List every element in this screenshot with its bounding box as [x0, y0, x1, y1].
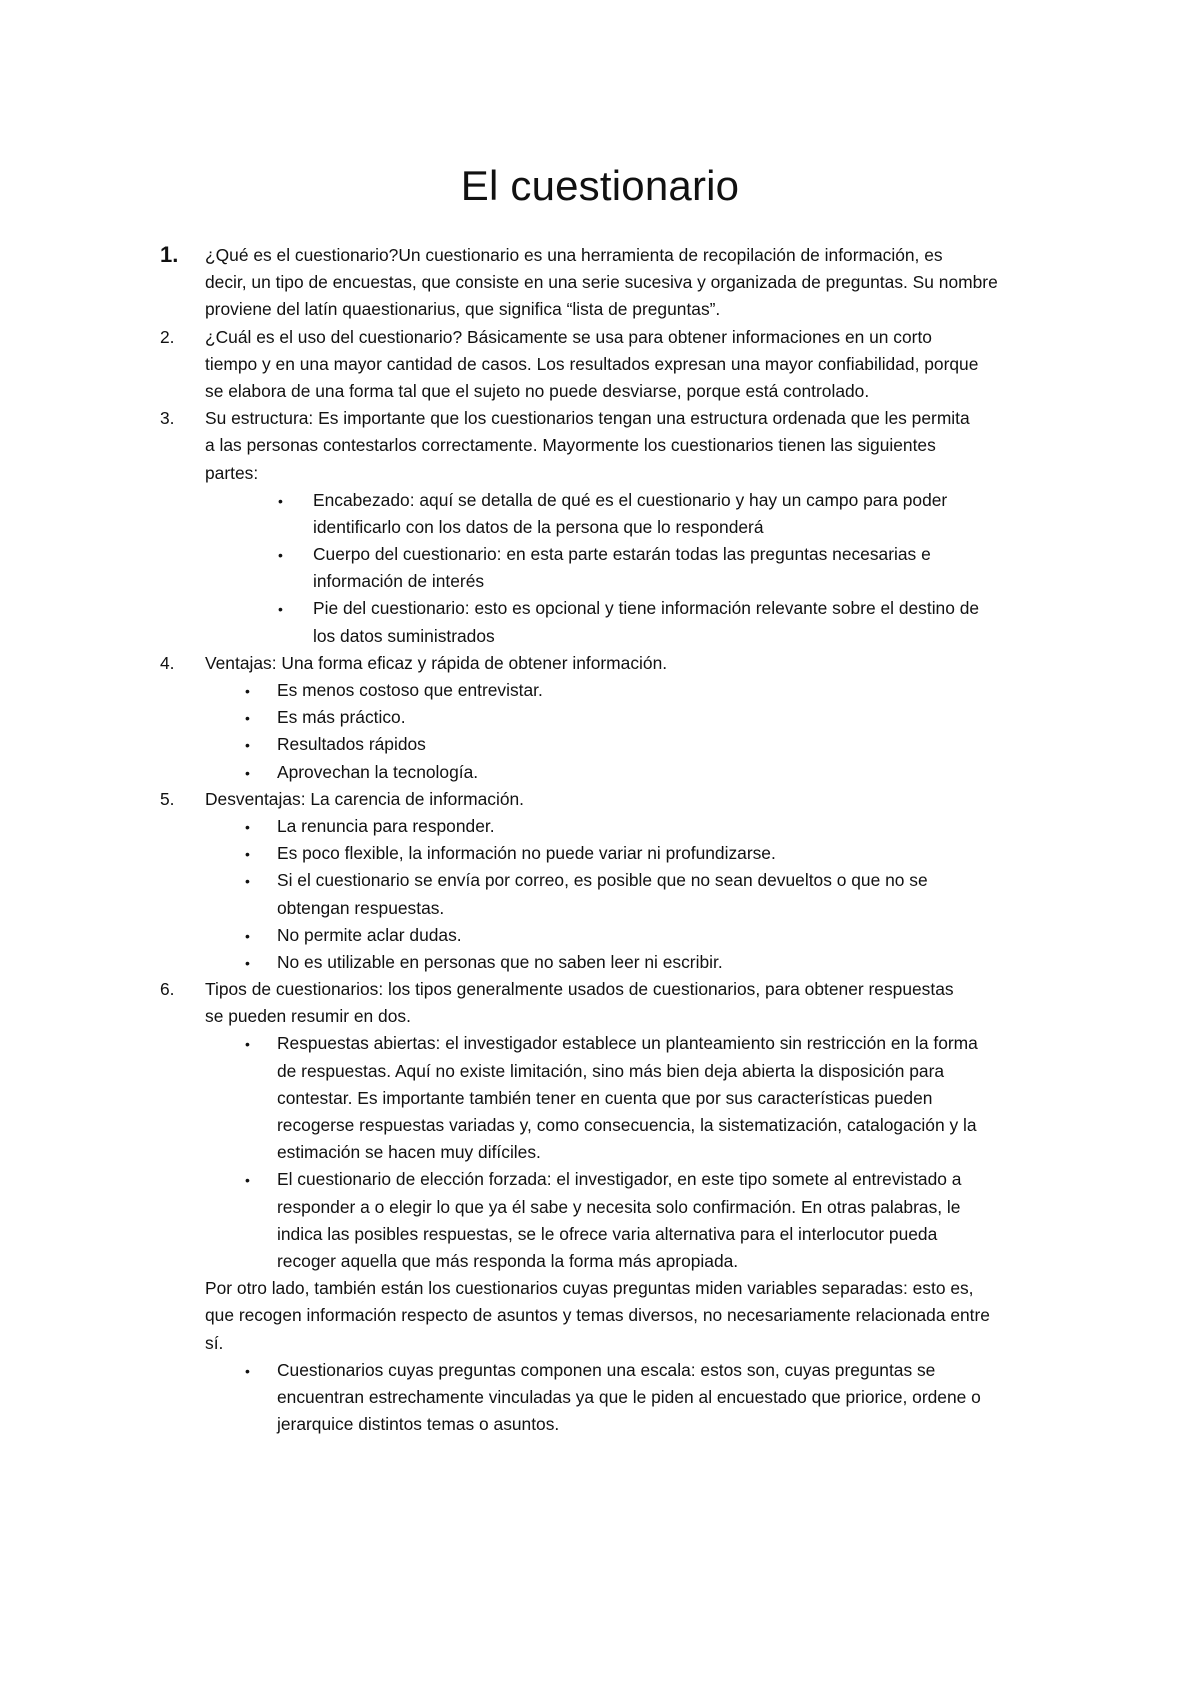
- text-line: [160, 1411, 1040, 1438]
- line-text: Su estructura: Es importante que los cuestionarios tengan una estructura ordenada que les permita: [205, 408, 970, 429]
- bullet-icon: •: [245, 710, 250, 727]
- bullet-icon: •: [278, 601, 283, 618]
- line-text: partes:: [205, 462, 259, 483]
- line-text: Si el cuestionario se envía por correo, es posible que no sean devueltos o que no se: [277, 870, 928, 891]
- text-line: [160, 541, 1040, 568]
- text-line: [160, 840, 1040, 867]
- line-text: ¿Qué es el cuestionario?Un cuestionario es una herramienta de recopilación de información, es: [205, 245, 943, 265]
- line-text: Es menos costoso que entrevistar.: [277, 680, 543, 700]
- line-text: los datos suministrados: [313, 625, 495, 646]
- text-line: [160, 1275, 1040, 1302]
- line-text: obtengan respuestas.: [277, 897, 445, 918]
- text-line: [160, 324, 1040, 351]
- list-number: 2.: [160, 326, 175, 347]
- text-line: [160, 269, 1040, 296]
- bullet-icon: •: [278, 492, 283, 509]
- text-line: [160, 432, 1040, 459]
- bullet-icon: •: [245, 954, 250, 971]
- line-text: proviene del latín quaestionarius, que significa “lista de preguntas”.: [205, 299, 721, 320]
- list-number: 1.: [160, 242, 179, 267]
- line-text: identificarlo con los datos de la persona que lo responderá: [313, 516, 764, 537]
- text-line: [160, 976, 1040, 1003]
- bullet-icon: •: [245, 1036, 250, 1053]
- text-line: [160, 351, 1040, 378]
- line-text: a las personas contestarlos correctamente. Mayormente los cuestionarios tienen las siguientes: [205, 435, 936, 456]
- line-text: El cuestionario de elección forzada: el investigador, en este tipo somete al entrevistado a: [277, 1169, 962, 1190]
- line-text: recogerse respuestas variadas y, como consecuencia, la sistematización, catalogación y la: [277, 1115, 977, 1135]
- text-line: [160, 922, 1040, 949]
- line-text: Pie del cuestionario: esto es opcional y tiene información relevante sobre el destino de: [313, 598, 980, 619]
- line-text: responder a o elegir lo que ya él sabe y necesita solo confirmación. En otras palabras, le: [277, 1196, 961, 1217]
- text-line: [160, 487, 1040, 514]
- text-line: [160, 595, 1040, 622]
- text-line: [160, 296, 1040, 323]
- text-line: [160, 867, 1040, 894]
- line-text: estimación se hacen muy difíciles.: [277, 1142, 541, 1163]
- line-text: contestar. Es importante también tener en cuenta que por sus características pueden: [277, 1087, 933, 1108]
- line-text: No es utilizable en personas que no saben leer ni escribir.: [277, 951, 723, 972]
- bullet-icon: •: [245, 1362, 250, 1379]
- bullet-icon: •: [245, 846, 250, 863]
- line-text: se elabora de una forma tal que el sujeto no puede desviarse, porque está controlado.: [205, 380, 870, 401]
- line-text: encuentran estrechamente vinculadas ya que le piden al encuestado que priorice, ordene o: [277, 1386, 981, 1407]
- text-line: [160, 1384, 1040, 1411]
- text-line: [160, 1139, 1040, 1166]
- line-text: sí.: [205, 1332, 224, 1353]
- text-line: [160, 759, 1040, 786]
- text-line: [160, 1194, 1040, 1221]
- text-line: [160, 1221, 1040, 1248]
- text-line: [160, 813, 1040, 840]
- list-number: 3.: [160, 408, 175, 429]
- text-line: [160, 1248, 1040, 1275]
- text-line: [160, 1302, 1040, 1329]
- line-text: se pueden resumir en dos.: [205, 1006, 411, 1027]
- line-text: de respuestas. Aquí no existe limitación, sino más bien deja abierta la disposición para: [277, 1060, 945, 1081]
- text-line: [160, 405, 1040, 432]
- line-text: Es poco flexible, la información no puede variar ni profundizarse.: [277, 843, 776, 864]
- line-text: información de interés: [313, 571, 485, 592]
- text-line: [160, 1058, 1040, 1085]
- text-line: [160, 1112, 1040, 1139]
- bullet-icon: •: [245, 927, 250, 944]
- line-text: Ventajas: Una forma eficaz y rápida de obtener información.: [205, 652, 668, 673]
- line-text: Cuerpo del cuestionario: en esta parte estarán todas las preguntas necesarias e: [313, 544, 931, 565]
- text-line: [160, 677, 1040, 704]
- line-text: que recogen información respecto de asuntos y temas diversos, no necesariamente relacionada entre: [205, 1305, 990, 1326]
- bullet-icon: •: [245, 737, 250, 754]
- bullet-icon: •: [245, 818, 250, 835]
- line-text: Cuestionarios cuyas preguntas componen una escala: estos son, cuyas preguntas se: [277, 1359, 936, 1380]
- text-line: [160, 949, 1040, 976]
- line-text: recoger aquella que más responda la forma más apropiada.: [277, 1250, 739, 1271]
- text-line: [160, 650, 1040, 677]
- list-number: 5.: [160, 788, 175, 809]
- line-text: Es más práctico.: [277, 707, 406, 728]
- text-line: [160, 623, 1040, 650]
- text-line: [160, 1357, 1040, 1384]
- text-line: [160, 704, 1040, 731]
- line-text: Por otro lado, también están los cuestionarios cuyas preguntas miden variables separadas: esto es,: [205, 1278, 974, 1299]
- text-line: [160, 786, 1040, 813]
- bullet-icon: •: [245, 683, 250, 699]
- list-number: 4.: [160, 652, 175, 673]
- line-text: No permite aclar dudas.: [277, 924, 462, 945]
- line-text: tiempo y en una mayor cantidad de casos. Los resultados expresan una mayor confiabilidad, porque: [205, 353, 979, 374]
- line-text: Aprovechan la tecnología.: [277, 761, 479, 782]
- text-line: [160, 1003, 1040, 1030]
- line-text: jerarquice distintos temas o asuntos.: [277, 1414, 560, 1435]
- document-title: El cuestionario: [460, 162, 740, 209]
- list-number: 6.: [160, 979, 175, 1000]
- text-line: [160, 242, 1040, 269]
- text-line: [160, 514, 1040, 541]
- document-body: [160, 242, 1040, 1438]
- bullet-icon: •: [245, 764, 250, 781]
- line-text: decir, un tipo de encuestas, que consiste en una serie sucesiva y organizada de preguntas. Su nombre: [205, 272, 998, 293]
- line-text: Respuestas abiertas: el investigador establece un planteamiento sin restricción en la forma: [277, 1033, 978, 1054]
- text-line: [160, 895, 1040, 922]
- text-line: [160, 460, 1040, 487]
- text-line: [160, 1085, 1040, 1112]
- bullet-icon: •: [245, 873, 250, 890]
- line-text: indica las posibles respuestas, se le ofrece varia alternativa para el interlocutor pueda: [277, 1223, 938, 1244]
- text-line: [160, 731, 1040, 758]
- line-text: La renuncia para responder.: [277, 815, 495, 836]
- text-line: [160, 1330, 1040, 1357]
- text-line: [160, 378, 1040, 405]
- line-text: Tipos de cuestionarios: los tipos generalmente usados de cuestionarios, para obtener respuestas: [205, 979, 954, 1000]
- line-text: Desventajas: La carencia de información.: [205, 788, 525, 809]
- text-line: [160, 1030, 1040, 1057]
- bullet-icon: •: [245, 1172, 250, 1189]
- line-text: Resultados rápidos: [277, 734, 426, 755]
- text-line: [160, 568, 1040, 595]
- bullet-icon: •: [278, 547, 283, 564]
- line-text: ¿Cuál es el uso del cuestionario? Básicamente se usa para obtener informaciones en un corto: [205, 326, 932, 347]
- line-text: Encabezado: aquí se detalla de qué es el cuestionario y hay un campo para poder: [313, 489, 948, 510]
- text-line: [160, 1166, 1040, 1193]
